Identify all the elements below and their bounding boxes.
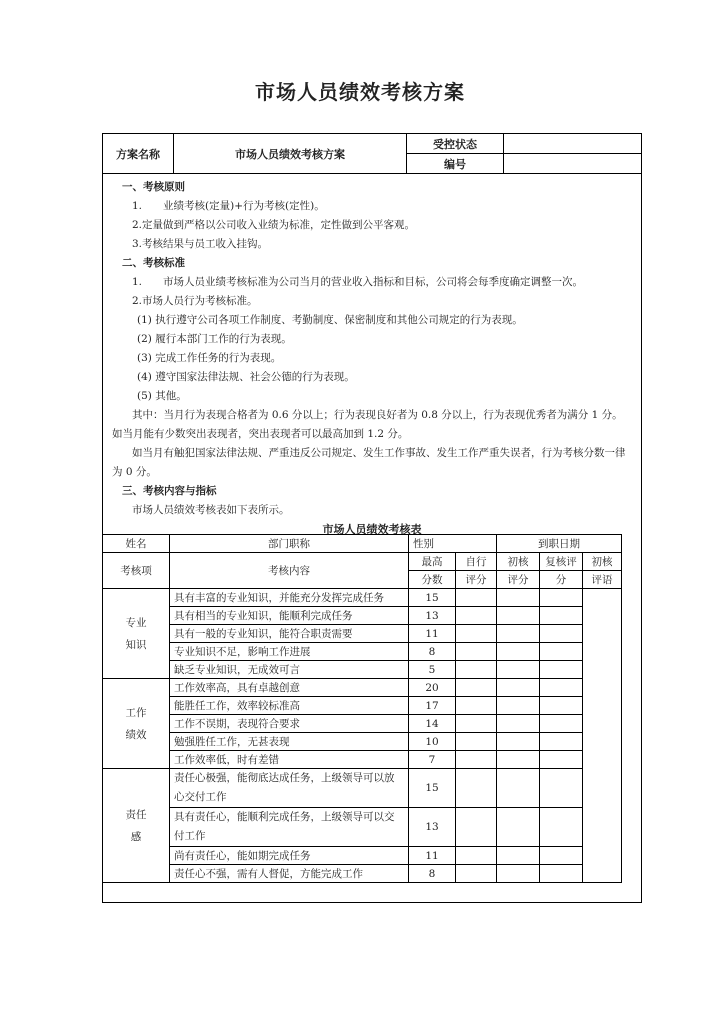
header-first-score: 初核	[497, 553, 540, 571]
section-heading: 三、考核内容与指标	[122, 485, 217, 497]
table-row-score: 13	[409, 808, 456, 847]
plan-header-table	[102, 133, 642, 174]
standard-item: 2.市场人员行为考核标准。	[132, 295, 258, 307]
document-body	[112, 178, 632, 520]
controlled-status-label: 受控状态	[407, 134, 504, 154]
table-row-content: 工作效率低，时有差错	[170, 751, 409, 769]
header-first-comment: 初核	[583, 553, 622, 571]
table-row-content: 缺乏专业知识，无成效可言	[170, 661, 409, 679]
number-label: 编号	[407, 154, 504, 174]
table-row-score: 5	[409, 661, 456, 679]
table-row-content: 具有责任心，能顺利完成任务，上级领导可以交付工作	[170, 808, 409, 847]
table-row-score: 11	[409, 625, 456, 643]
header-review-score-2: 分	[540, 571, 583, 589]
scoring-paragraph: 如当月有触犯国家法律法规、严重违反公司规定、发生工作事故、发生工作严重失误者，行为考核分数一律为 0 分。	[112, 447, 626, 478]
table-row-score: 17	[409, 697, 456, 715]
behavior-item: (2) 履行本部门工作的行为表现。	[137, 333, 292, 345]
header-max-score-2: 分数	[409, 571, 456, 589]
header-self-score-2: 评分	[456, 571, 497, 589]
table-row-content: 责任心不强，需有人督促，方能完成工作	[170, 865, 409, 883]
table-row-score: 7	[409, 751, 456, 769]
principle-item: 3.考核结果与员工收入挂钩。	[132, 238, 269, 250]
table-row-score: 14	[409, 715, 456, 733]
group-responsibility: 责任 感	[103, 769, 170, 883]
behavior-item: (3) 完成工作任务的行为表现。	[137, 352, 282, 364]
table-row-content: 工作效率高，具有卓越创意	[170, 679, 409, 697]
header-first-comment-2: 评语	[583, 571, 622, 589]
gender-label: 性别	[409, 535, 497, 553]
score-table-title: 市场人员绩效考核表	[322, 523, 422, 536]
behavior-item: (1) 执行遵守公司各项工作制度、考勤制度、保密制度和其他公司规定的行为表现。	[137, 314, 523, 326]
first-comment-cell	[583, 589, 622, 883]
table-row-score: 8	[409, 865, 456, 883]
table-row-score: 15	[409, 769, 456, 808]
behavior-item: (4) 遵守国家法律法规、社会公德的行为表现。	[137, 371, 355, 383]
table-row-content: 具有丰富的专业知识，并能充分发挥完成任务	[170, 589, 409, 607]
table-row-score: 20	[409, 679, 456, 697]
header-content: 考核内容	[170, 553, 409, 589]
table-row-content: 责任心极强，能彻底达成任务，上级领导可以放心交付工作	[170, 769, 409, 808]
section-heading: 一、考核原则	[122, 181, 185, 193]
table-row-content: 能胜任工作，效率较标准高	[170, 697, 409, 715]
table-row-content: 具有一般的专业知识，能符合职责需要	[170, 625, 409, 643]
scoring-paragraph: 其中：当月行为表现合格者为 0.6 分以上；行为表现良好者为 0.8 分以上，行为表现优秀者为满分 1 分。如当月能有少数突出表现者，突出表现者可以最高加到 1.2 分。	[112, 409, 623, 440]
table-row-content: 尚有责任心，能如期完成任务	[170, 847, 409, 865]
group-professional-knowledge: 专业 知识	[103, 589, 170, 679]
table-intro: 市场人员绩效考核表如下表所示。	[132, 504, 290, 516]
header-item: 考核项	[103, 553, 170, 589]
table-row-score: 13	[409, 607, 456, 625]
section-heading: 二、考核标准	[122, 257, 185, 269]
standard-item: 1. 市场人员业绩考核标准为公司当月的营业收入指标和目标，公司将会每季度确定调整一次。	[132, 276, 584, 288]
table-row-score: 10	[409, 733, 456, 751]
hire-date-label: 到职日期	[497, 535, 622, 553]
header-review-score: 复核评	[540, 553, 583, 571]
table-row-score: 11	[409, 847, 456, 865]
table-row-content: 专业知识不足，影响工作进展	[170, 643, 409, 661]
table-row-content: 工作不误期，表现符合要求	[170, 715, 409, 733]
principle-item: 1. 业绩考核(定量)+行为考核(定性)。	[132, 200, 325, 212]
table-row-content: 具有相当的专业知识，能顺利完成任务	[170, 607, 409, 625]
header-first-score-2: 评分	[497, 571, 540, 589]
score-table	[102, 534, 622, 883]
plan-name-label: 方案名称	[103, 134, 174, 174]
table-row-score: 8	[409, 643, 456, 661]
name-label: 姓名	[103, 535, 170, 553]
plan-name-value: 市场人员绩效考核方案	[174, 134, 407, 174]
table-row-content: 勉强胜任工作，无甚表现	[170, 733, 409, 751]
table-row-score: 15	[409, 589, 456, 607]
header-self-score: 自行	[456, 553, 497, 571]
principle-item: 2.定量做到严格以公司收入业绩为标准，定性做到公平客观。	[132, 219, 416, 231]
number-value	[504, 154, 642, 174]
group-work-performance: 工作 绩效	[103, 679, 170, 769]
behavior-item: (5) 其他。	[137, 390, 187, 402]
dept-title-label: 部门职称	[170, 535, 409, 553]
header-max-score: 最高	[409, 553, 456, 571]
controlled-status-value	[504, 134, 642, 154]
document-title: 市场人员绩效考核方案	[255, 80, 465, 104]
